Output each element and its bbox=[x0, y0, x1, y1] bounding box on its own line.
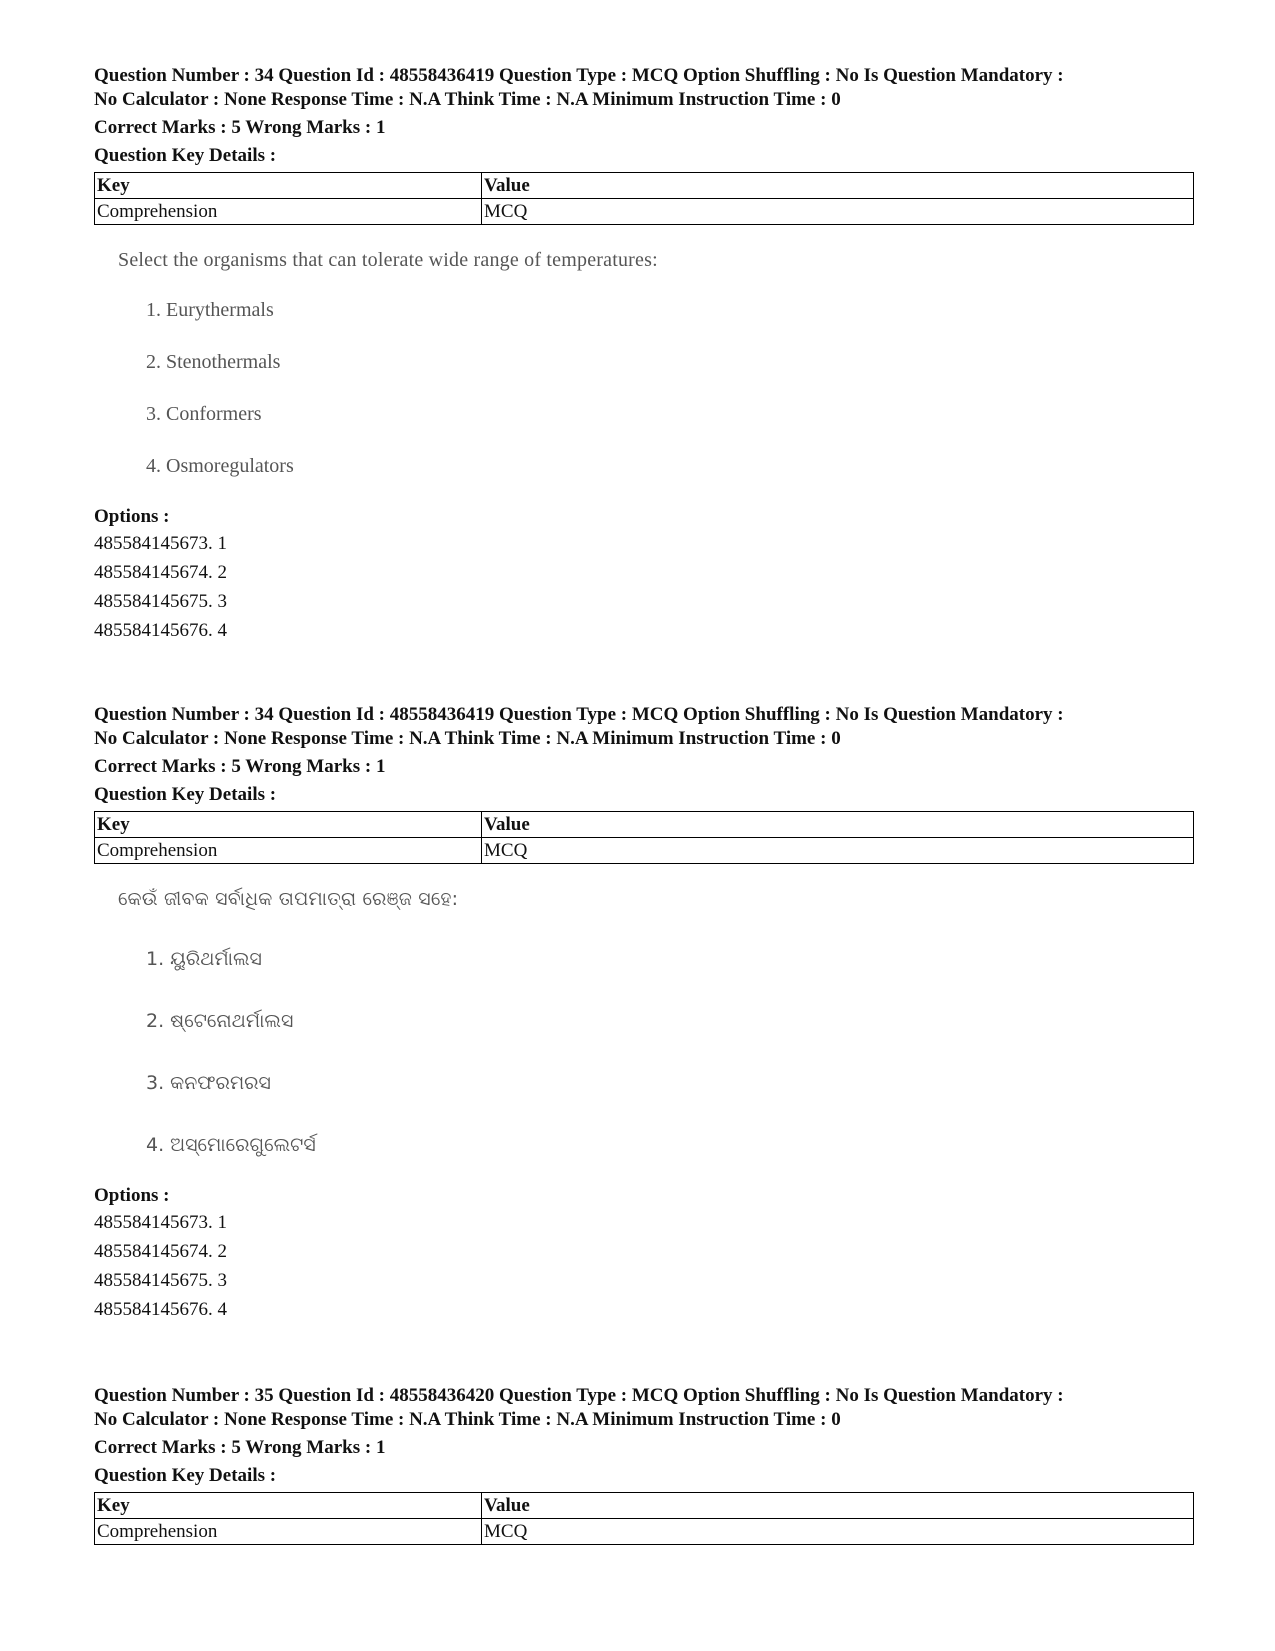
question-meta-line-1: Question Number : 35 Question Id : 48558436420 Question Type : MCQ Option Shuffling : No Is Question Mandatory : bbox=[94, 1385, 1064, 1406]
question-item-2: 2. ଷ୍ଟେନୋଥର୍ମାଲସ bbox=[146, 1010, 294, 1032]
option-2: 485584145674. 2 bbox=[94, 562, 227, 583]
key-details-table bbox=[94, 811, 1194, 864]
table-cell-value: MCQ bbox=[482, 838, 1194, 864]
table-header-row bbox=[95, 173, 1194, 199]
option-1: 485584145673. 1 bbox=[94, 533, 227, 554]
question-text: Select the organisms that can tolerate wide range of temperatures: bbox=[118, 249, 658, 271]
table-header-key: Key bbox=[95, 173, 482, 199]
option-2: 485584145674. 2 bbox=[94, 1241, 227, 1262]
marks-line: Correct Marks : 5 Wrong Marks : 1 bbox=[94, 756, 386, 777]
marks-line: Correct Marks : 5 Wrong Marks : 1 bbox=[94, 1437, 386, 1458]
table-header-row bbox=[95, 812, 1194, 838]
key-details-table bbox=[94, 172, 1194, 225]
option-4: 485584145676. 4 bbox=[94, 620, 227, 641]
table-row bbox=[95, 1519, 1194, 1545]
question-meta-line-2: No Calculator : None Response Time : N.A Think Time : N.A Minimum Instruction Time : 0 bbox=[94, 89, 841, 110]
table-cell-key: Comprehension bbox=[95, 1519, 482, 1545]
table-header-value: Value bbox=[482, 1493, 1194, 1519]
question-item-4: 4. ଅସ୍ମୋରେଗୁଲେଟର୍ସ bbox=[146, 1134, 316, 1156]
question-item-1: 1. ୟୁରିଥର୍ମାଲସ bbox=[146, 948, 262, 970]
table-cell-key: Comprehension bbox=[95, 199, 482, 225]
table-row bbox=[95, 838, 1194, 864]
question-item-1: 1. Eurythermals bbox=[146, 299, 274, 321]
question-content bbox=[118, 886, 1194, 1158]
question-item-2: 2. Stenothermals bbox=[146, 351, 281, 373]
key-details-table bbox=[94, 1492, 1194, 1545]
option-3: 485584145675. 3 bbox=[94, 591, 227, 612]
question-text: କେଉଁ ଜୀବକ ସର୍ବାଧିକ ତାପମାତ୍ରା ରେଞ୍ଜ ସହେ: bbox=[118, 888, 459, 910]
options-label: Options : bbox=[94, 1185, 170, 1206]
question-meta-line-2: No Calculator : None Response Time : N.A Think Time : N.A Minimum Instruction Time : 0 bbox=[94, 728, 841, 749]
question-item-3: 3. Conformers bbox=[146, 403, 262, 425]
key-details-label: Question Key Details : bbox=[94, 1465, 277, 1486]
table-header-key: Key bbox=[95, 812, 482, 838]
option-4: 485584145676. 4 bbox=[94, 1299, 227, 1320]
option-3: 485584145675. 3 bbox=[94, 1270, 227, 1291]
question-meta-line-2: No Calculator : None Response Time : N.A Think Time : N.A Minimum Instruction Time : 0 bbox=[94, 1409, 841, 1430]
question-item-4: 4. Osmoregulators bbox=[146, 455, 294, 477]
key-details-label: Question Key Details : bbox=[94, 145, 277, 166]
table-header-value: Value bbox=[482, 812, 1194, 838]
table-header-value: Value bbox=[482, 173, 1194, 199]
question-meta-line-1: Question Number : 34 Question Id : 48558436419 Question Type : MCQ Option Shuffling : No Is Question Mandatory : bbox=[94, 65, 1064, 86]
key-details-label: Question Key Details : bbox=[94, 784, 277, 805]
question-content bbox=[118, 247, 1194, 479]
table-row bbox=[95, 199, 1194, 225]
question-block-1 bbox=[94, 64, 1194, 645]
question-block-2 bbox=[94, 703, 1194, 1324]
table-header-row bbox=[95, 1493, 1194, 1519]
question-block-3 bbox=[94, 1384, 1194, 1545]
question-meta-line-1: Question Number : 34 Question Id : 48558436419 Question Type : MCQ Option Shuffling : No Is Question Mandatory : bbox=[94, 704, 1064, 725]
marks-line: Correct Marks : 5 Wrong Marks : 1 bbox=[94, 117, 386, 138]
question-item-3: 3. କନଫରମରସ bbox=[146, 1072, 271, 1094]
option-1: 485584145673. 1 bbox=[94, 1212, 227, 1233]
table-cell-key: Comprehension bbox=[95, 838, 482, 864]
table-header-key: Key bbox=[95, 1493, 482, 1519]
options-label: Options : bbox=[94, 506, 170, 527]
table-cell-value: MCQ bbox=[482, 199, 1194, 225]
table-cell-value: MCQ bbox=[482, 1519, 1194, 1545]
